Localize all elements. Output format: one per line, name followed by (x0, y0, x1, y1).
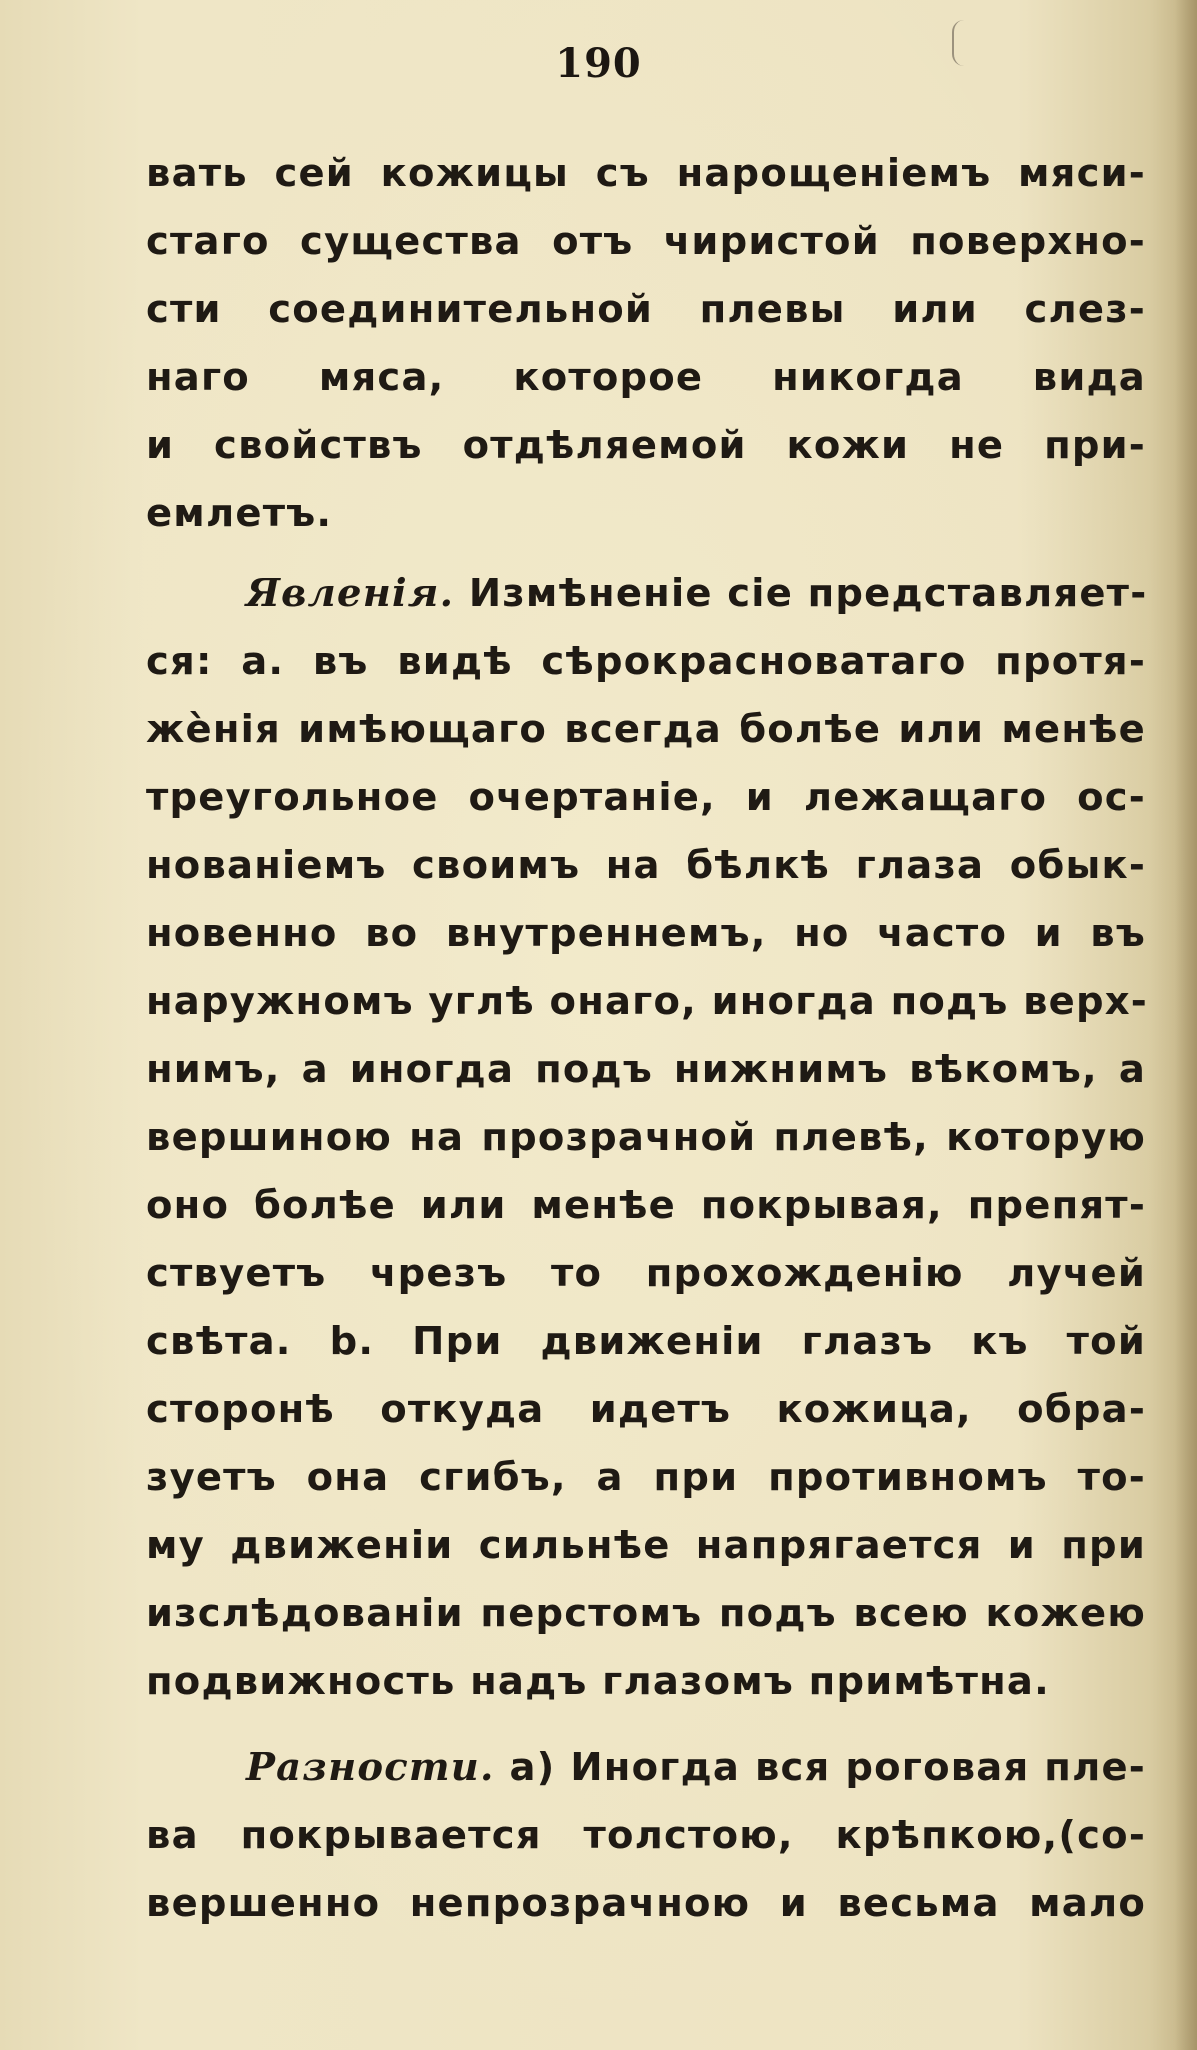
text-line: вершенно непрозрачною и весьма мало (146, 1881, 1146, 1926)
text-line: вершиною на прозрачной плевѣ, которую (146, 1115, 1146, 1160)
text-line: ся: а. въ видѣ сѣрокрасноватаго протя- (146, 639, 1146, 684)
section-heading-varieties: Разности. (246, 1745, 495, 1790)
text-line: оно болѣе или менѣе покрывая, препят- (146, 1183, 1146, 1228)
text-line: сторонѣ откуда идетъ кожица, обра- (146, 1387, 1146, 1432)
text-line: нимъ, а иногда подъ нижнимъ вѣкомъ, а (146, 1047, 1146, 1092)
text-line: стаго существа отъ чиристой поверхно- (146, 219, 1146, 264)
text-line: жѐнія имѣющаго всегда болѣе или менѣе (146, 707, 1146, 752)
text-line: емлетъ. (146, 491, 333, 536)
text-span: а) Иногда вся роговая пле- (509, 1745, 1146, 1790)
text-line: му движеніи сильнѣе напрягается и при (146, 1523, 1146, 1568)
text-line: наго мяса, которое никогда вида (146, 355, 1146, 400)
text-line: вать сей кожицы съ нарощеніемъ мяси- (146, 151, 1146, 196)
text-line: свѣта. b. При движеніи глазъ къ той (146, 1319, 1146, 1364)
text-line: ва покрывается толстою, крѣпкою,(со- (146, 1813, 1146, 1858)
text-line: и свойствъ отдѣляемой кожи не при- (146, 423, 1146, 468)
page-edge-shadow (1175, 0, 1197, 2050)
text-line: новенно во внутреннемъ, но часто и въ (146, 911, 1146, 956)
text-line: ствуетъ чрезъ то прохожденію лучей (146, 1251, 1146, 1296)
text-line: нованіемъ своимъ на бѣлкѣ глаза обык- (146, 843, 1146, 888)
text-line: зуетъ она сгибъ, а при противномъ то- (146, 1455, 1146, 1500)
text-line: наружномъ углѣ онаго, иногда подъ верх- (146, 979, 1148, 1024)
text-line: подвижность надъ глазомъ примѣтна. (146, 1659, 1050, 1704)
text-line: треугольное очертаніе, и лежащаго ос- (146, 775, 1146, 820)
text-span: Измѣненіе сіе представляет- (468, 571, 1148, 616)
paragraph-first-line (246, 560, 1146, 628)
section-heading-phenomena: Явленія. (246, 571, 455, 616)
text-line: сти соединительной плевы или слез- (146, 287, 1146, 332)
paragraph-first-line (246, 1734, 1146, 1802)
text-line: изслѣдованіи перстомъ подъ всею кожею (146, 1591, 1146, 1636)
page-number: 190 (555, 40, 642, 87)
